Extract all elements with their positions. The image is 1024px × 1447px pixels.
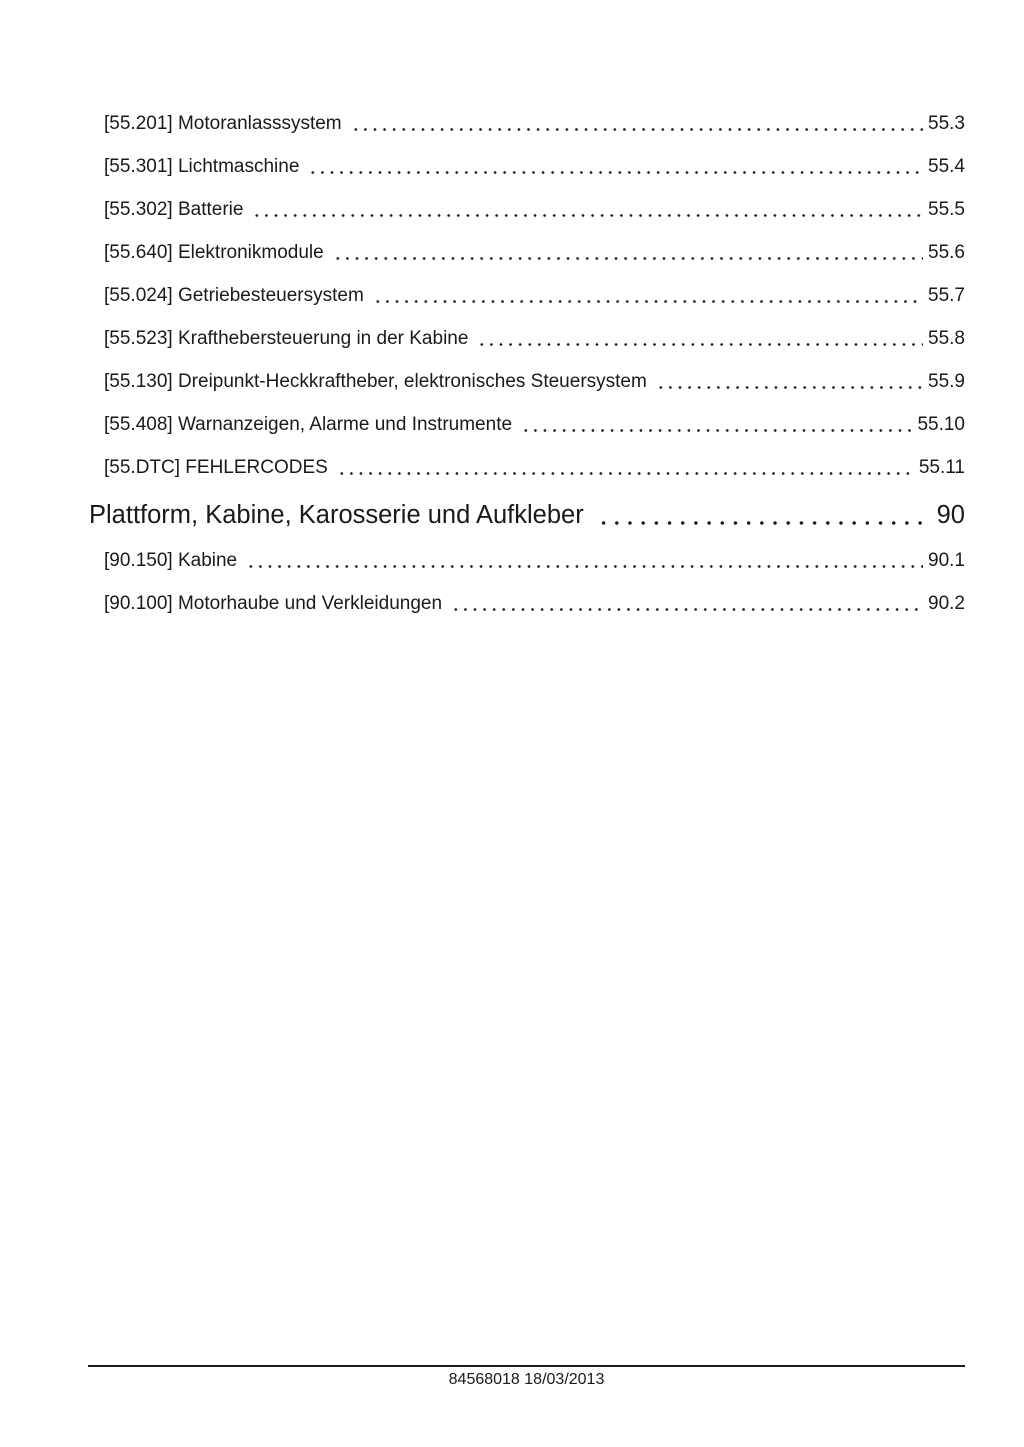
dot-leader	[335, 446, 914, 489]
toc-entry-label: [55.302] Batterie	[104, 199, 244, 220]
toc-page-number: 55.9	[928, 371, 965, 392]
table-of-contents	[89, 102, 965, 625]
toc-entry-label: [55.640] Elektronikmodule	[104, 242, 324, 263]
toc-entry-label: [55.201] Motoranlasssystem	[104, 113, 342, 134]
toc-page-number: 55.7	[928, 285, 965, 306]
toc-page-number: 55.11	[918, 457, 965, 478]
footer-doc-number: 84568018 18/03/2013	[448, 1371, 605, 1388]
toc-page-number: 90.2	[928, 593, 965, 614]
toc-entry	[89, 231, 965, 274]
dot-leader	[449, 582, 923, 625]
toc-chapter-page-number: 90	[936, 501, 965, 529]
toc-entry	[89, 317, 965, 360]
dot-leader	[519, 403, 912, 446]
toc-entry	[89, 539, 965, 582]
dot-leader	[593, 491, 929, 539]
dot-leader	[371, 274, 923, 317]
dot-leader	[349, 102, 923, 145]
toc-entry-label: [55.130] Dreipunkt-Heckkraftheber, elektronisches Steuersystem	[104, 371, 647, 392]
toc-chapter-heading	[89, 491, 965, 539]
toc-entry	[89, 403, 965, 446]
toc-page-number: 90.1	[928, 550, 965, 571]
dot-leader	[331, 231, 923, 274]
toc-entry	[89, 145, 965, 188]
dot-leader	[250, 188, 923, 231]
toc-entry-label: [55.523] Krafthebersteuerung in der Kabine	[104, 328, 469, 349]
dot-leader	[244, 539, 923, 582]
toc-page-number: 55.10	[917, 414, 965, 435]
toc-entry-label: [90.100] Motorhaube und Verkleidungen	[104, 593, 443, 614]
toc-page-number: 55.4	[928, 156, 965, 177]
dot-leader	[475, 317, 923, 360]
toc-entry-label: [55.024] Getriebesteuersystem	[104, 285, 364, 306]
toc-entry-label: [55.301] Lichtmaschine	[104, 156, 300, 177]
toc-entry	[89, 274, 965, 317]
toc-entry	[89, 360, 965, 403]
toc-page-number: 55.3	[928, 113, 965, 134]
toc-chapter-label: Plattform, Kabine, Karosserie und Aufkleber	[89, 501, 584, 529]
toc-page-number: 55.6	[928, 242, 965, 263]
toc-entry	[89, 582, 965, 625]
dot-leader	[654, 360, 923, 403]
toc-entry	[89, 446, 965, 489]
toc-entry-label: [90.150] Kabine	[104, 550, 238, 571]
toc-entry	[89, 102, 965, 145]
toc-entry-label: [55.DTC] FEHLERCODES	[104, 457, 328, 478]
dot-leader	[306, 145, 923, 188]
toc-entry	[89, 188, 965, 231]
toc-page-number: 55.5	[928, 199, 965, 220]
toc-page-number: 55.8	[928, 328, 965, 349]
toc-entry-label: [55.408] Warnanzeigen, Alarme und Instrumente	[104, 414, 513, 435]
